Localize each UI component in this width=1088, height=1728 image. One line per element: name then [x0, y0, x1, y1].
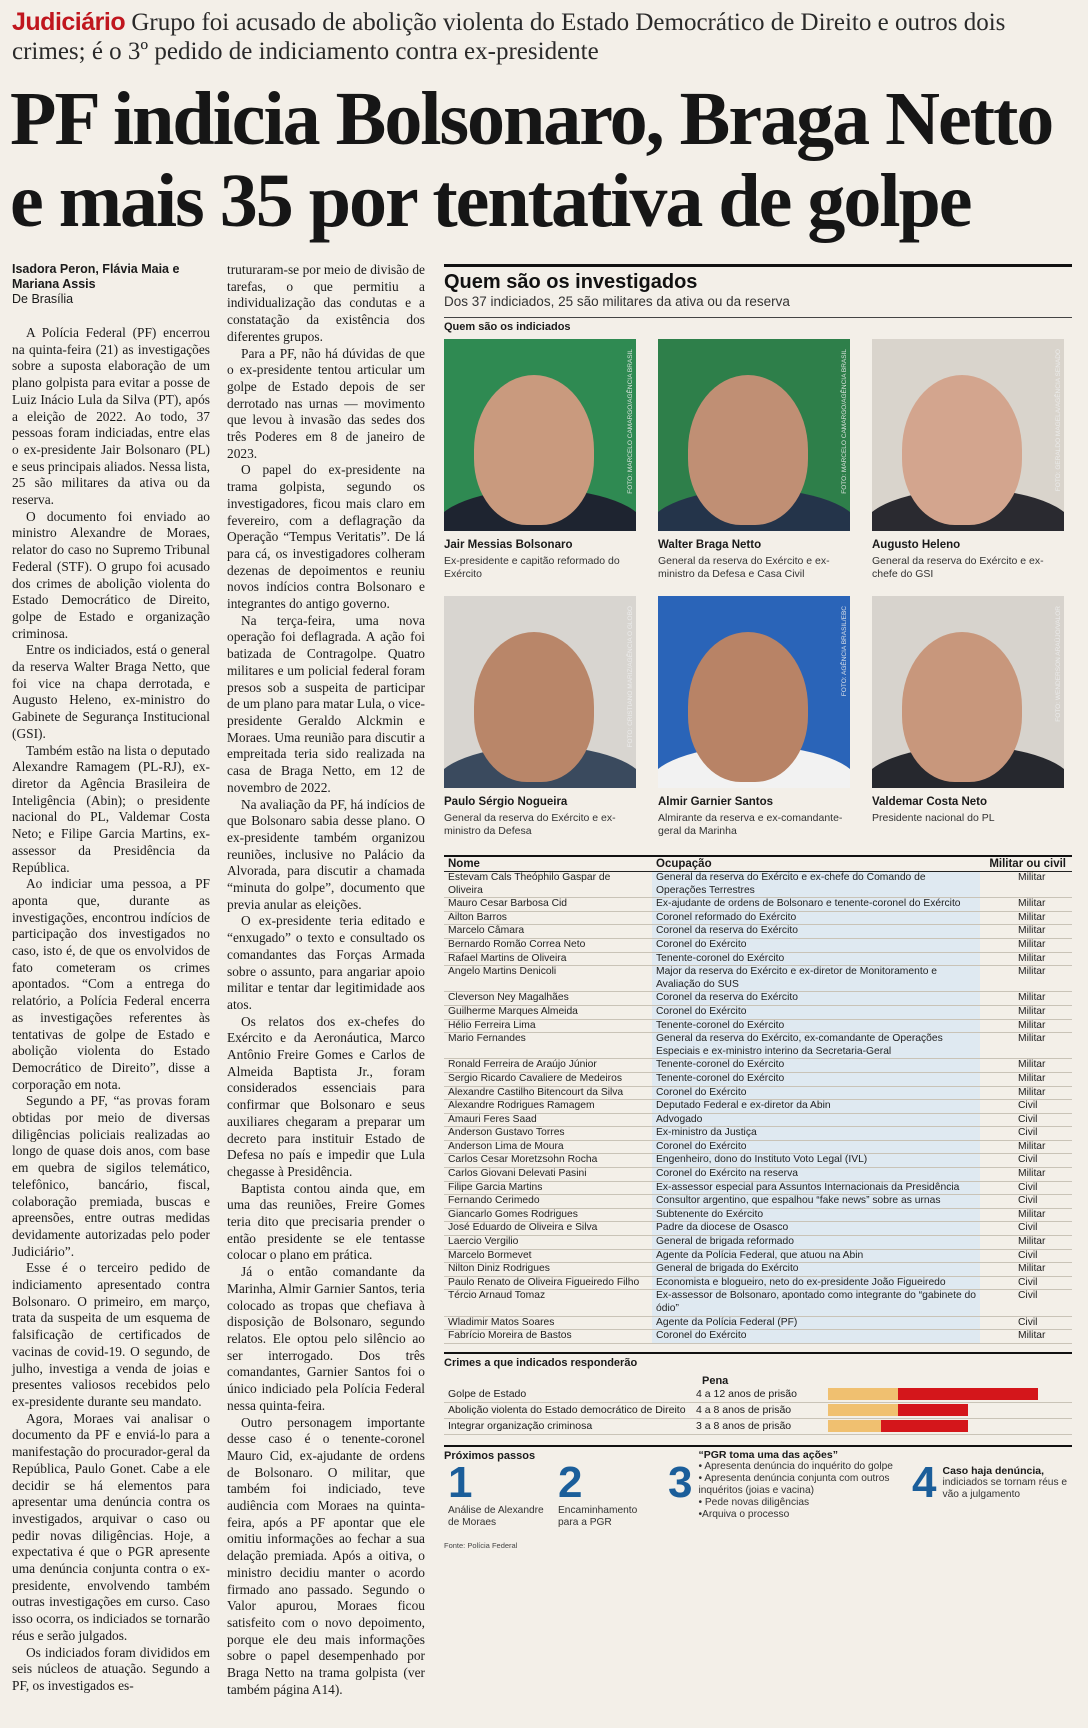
name-cell: José Eduardo de Oliveira e Silva: [444, 1222, 652, 1236]
step-text: Encaminhamento para a PGR: [558, 1504, 638, 1528]
table-row: [444, 1059, 1072, 1073]
article-column-1: [12, 262, 210, 1695]
type-cell: Militar: [980, 1019, 1072, 1033]
source-note: Fonte: Polícia Federal: [444, 1540, 518, 1550]
type-cell: Civil: [980, 1195, 1072, 1209]
type-cell: Militar: [980, 966, 1072, 992]
portrait-face: [474, 375, 594, 525]
occupation-cell: Coronel do Exército: [652, 1140, 980, 1154]
infographic-subtitle: Dos 37 indiciados, 25 são militares da ativa ou da reserva: [444, 294, 790, 309]
table-row: [444, 1208, 1072, 1222]
type-cell: Civil: [980, 1290, 1072, 1316]
name-cell: Rafael Martins de Oliveira: [444, 952, 652, 966]
section-label: Judiciário: [12, 8, 126, 36]
photo-credit: FOTO: MARCELO CAMARGO/AGÊNCIA BRASIL: [841, 349, 848, 494]
table-row: [444, 1290, 1072, 1316]
table-row: [444, 1195, 1072, 1209]
portrait-photo: [444, 596, 636, 788]
name-cell: Mauro Cesar Barbosa Cid: [444, 898, 652, 912]
type-cell: Civil: [980, 1222, 1072, 1236]
occupation-cell: Ex-ajudante de ordens de Bolsonaro e tenente-coronel do Exército: [652, 898, 980, 912]
type-cell: Militar: [980, 872, 1072, 898]
table-row: [444, 1005, 1072, 1019]
crime-row: [444, 1387, 1072, 1403]
type-cell: Militar: [980, 1236, 1072, 1250]
type-cell: Civil: [980, 1113, 1072, 1127]
person-description: Ex-presidente e capitão reformado do Exército: [444, 555, 620, 580]
step-option: •Arquiva o processo: [698, 1508, 790, 1520]
type-cell: Militar: [980, 1208, 1072, 1222]
portrait-face: [688, 632, 808, 782]
name-cell: Mario Fernandes: [444, 1033, 652, 1059]
paragraph: Já o então comandante da Marinha, Almir Garnier Santos, teria colocado as tropas que chefiava à disposição de Bolsonaro, segundo relatos. Ele optou pelo silêncio ao ser interrogado. Dos três comandantes, Garnier Santos foi o único indiciado pela Polícia Federal nessa quinta-feira.: [227, 1264, 425, 1413]
table-row: [444, 1113, 1072, 1127]
column-header-type: Militar ou civil: [980, 856, 1072, 872]
step-number: 1: [448, 1457, 473, 1507]
portrait-photo: [658, 339, 850, 531]
paragraph: O papel do ex-presidente na trama golpista, segundo os investigadores, ficou mais claro em fevereiro, com a deflagração da Operação “Tempus Veritatis”. De lá para cá, os investigadores colheram dezenas de depoimentos e reuniu novos indícios contra Bolsonaro e integrantes do antigo governo.: [227, 462, 425, 612]
type-cell: Militar: [980, 1086, 1072, 1100]
byline-authors: Isadora Peron, Flávia Maia e Mariana Assis: [12, 262, 180, 291]
crime-penalty: 4 a 12 anos de prisão: [696, 1388, 797, 1401]
penalty-bar-min: [828, 1404, 898, 1416]
name-cell: Angelo Martins Denicoli: [444, 966, 652, 992]
table-row: [444, 992, 1072, 1006]
table-row: [444, 1181, 1072, 1195]
table-row: [444, 1168, 1072, 1182]
type-cell: Militar: [980, 938, 1072, 952]
crime-name: Abolição violenta do Estado democrático de Direito: [448, 1404, 686, 1417]
photo-credit: FOTO: GERALDO MAGELA/AGÊNCIA SENADO: [1055, 349, 1062, 492]
occupation-cell: Agente da Polícia Federal (PF): [652, 1316, 980, 1330]
type-cell: Militar: [980, 1330, 1072, 1344]
paragraph: O ex-presidente teria editado e “enxugado” o texto e consultado os comandantes das Forças Armada sobre o assunto, para angariar apoio militar e tentar dar legitimidade aos atos.: [227, 913, 425, 1012]
paragraph: Para a PF, não há dúvidas de que o ex-presidente tentou articular um golpe de Estado depois de ser derrotado nas urnas — movimento que levou à invasão das sedes dos três Poderes em 8 de janeiro de 2023.: [227, 345, 425, 461]
occupation-cell: Engenheiro, dono do Instituto Voto Legal (IVL): [652, 1154, 980, 1168]
penalty-bar-range: [898, 1404, 968, 1416]
portrait-photo: [658, 596, 850, 788]
crimes-section: [444, 1352, 1072, 1435]
photo-credit: FOTO: AGÊNCIA BRASIL/EBC: [841, 606, 848, 697]
name-cell: Nilton Diniz Rodrigues: [444, 1263, 652, 1277]
name-cell: Alexandre Rodrigues Ramagem: [444, 1100, 652, 1114]
paragraph: Também estão na lista o deputado Alexandre Ramagem (PL-RJ), ex-diretor da Agência Brasileira de Inteligência (Abin); o presidente nacional do PL, Valdemar Costa Neto; e Filipe Garcia Martins, ex-assessor da Presidência da República.: [12, 742, 210, 875]
occupation-cell: Coronel do Exército: [652, 1005, 980, 1019]
table-row: [444, 1019, 1072, 1033]
type-cell: Civil: [980, 1316, 1072, 1330]
name-cell: Hélio Ferreira Lima: [444, 1019, 652, 1033]
paragraph: Os indiciados foram divididos em seis núcleos de atuação. Segundo a PF, os investigados es-: [12, 1644, 210, 1693]
type-cell: Militar: [980, 1263, 1072, 1277]
name-cell: Anderson Lima de Moura: [444, 1140, 652, 1154]
investigated-table: [444, 855, 1072, 1344]
person-card: [444, 339, 636, 596]
next-steps: [444, 1445, 1072, 1549]
type-cell: Militar: [980, 1168, 1072, 1182]
byline-place: De Brasília: [12, 292, 74, 306]
type-cell: Militar: [980, 1005, 1072, 1019]
table-row: [444, 1127, 1072, 1141]
photo-credit: FOTO: WENDERSON ARAÚJO/VALOR: [1055, 606, 1062, 722]
headline: PF indicia Bolsonaro, Braga Netto e mais 35 por tentativa de golpe: [10, 77, 1053, 243]
name-cell: Wladimir Matos Soares: [444, 1316, 652, 1330]
step-number: 2: [558, 1457, 583, 1507]
occupation-cell: Coronel da reserva do Exército: [652, 925, 980, 939]
name-cell: Estevam Cals Theóphilo Gaspar de Oliveira: [444, 872, 652, 898]
occupation-cell: General da reserva do Exército, ex-comandante de Operações Especiais e ex-ministro interino da Secretaria-Geral: [652, 1033, 980, 1059]
step-text: indiciados se tornam réus e vão a julgamento: [942, 1476, 1068, 1500]
step-number: 4: [912, 1457, 937, 1507]
person-card: [872, 339, 1064, 596]
type-cell: Civil: [980, 1154, 1072, 1168]
step-title: Caso haja denúncia,: [942, 1464, 1045, 1477]
step-option: • Apresenta denúncia conjunta com outros inquéritos (joias e vacina): [698, 1472, 890, 1496]
indicted-section-title: Quem são os indiciados: [444, 317, 1072, 333]
name-cell: Marcelo Câmara: [444, 925, 652, 939]
table-row: [444, 925, 1072, 939]
table-row: [444, 938, 1072, 952]
occupation-cell: Coronel do Exército na reserva: [652, 1168, 980, 1182]
occupation-cell: Coronel do Exército: [652, 938, 980, 952]
table-row: [444, 1330, 1072, 1344]
type-cell: Civil: [980, 1276, 1072, 1290]
photo-credit: FOTO: MARCELO CAMARGO/AGÊNCIA BRASIL: [627, 349, 634, 494]
person-name: Paulo Sérgio Nogueira: [444, 796, 568, 808]
type-cell: Militar: [980, 952, 1072, 966]
occupation-cell: Deputado Federal e ex-diretor da Abin: [652, 1100, 980, 1114]
penalty-bar: [828, 1388, 1068, 1400]
kicker: [12, 8, 1078, 66]
occupation-cell: General de brigada do Exército: [652, 1263, 980, 1277]
table-row: [444, 1072, 1072, 1086]
occupation-cell: Advogado: [652, 1113, 980, 1127]
step-3: [668, 1449, 898, 1521]
table-row: [444, 966, 1072, 992]
name-cell: Laercio Vergilio: [444, 1236, 652, 1250]
crime-row: [444, 1403, 1072, 1419]
type-cell: Militar: [980, 1072, 1072, 1086]
portrait-face: [902, 375, 1022, 525]
penalty-bar-min: [828, 1420, 881, 1432]
table-row: [444, 911, 1072, 925]
occupation-cell: Padre da diocese de Osasco: [652, 1222, 980, 1236]
kicker-text: Grupo foi acusado de abolição violenta do Estado Democrático de Direito e outros dois crimes; é o 3º pedido de indiciamento contra ex-presidente: [12, 9, 1006, 65]
paragraph: A Polícia Federal (PF) encerrou na quinta-feira (21) as investigações sobre a suposta elaboração de um plano golpista para evitar a posse de Luiz Inácio Lula da Silva (PT), após a eleição de 2022. Ao todo, 37 pessoas foram indiciadas, entre elas o ex-presidente Jair Bolsonaro (PL) e seus principais aliados. Nessa lista, 25 são militares da ativa ou da reserva.: [12, 325, 210, 508]
column-header-name: Nome: [444, 856, 652, 872]
occupation-cell: Coronel reformado do Exército: [652, 911, 980, 925]
name-cell: Fabrício Moreira de Bastos: [444, 1330, 652, 1344]
penalty-bar: [828, 1420, 1068, 1432]
crime-name: Integrar organização criminosa: [448, 1420, 593, 1433]
person-card: [872, 596, 1064, 853]
crimes-title: Crimes a que indicados responderão: [444, 1356, 638, 1369]
name-cell: Tércio Arnaud Tomaz: [444, 1290, 652, 1316]
occupation-cell: Tenente-coronel do Exército: [652, 1059, 980, 1073]
person-name: Walter Braga Netto: [658, 539, 762, 551]
person-card: [444, 596, 636, 853]
occupation-cell: Ex-ministro da Justiça: [652, 1127, 980, 1141]
step-title: “PGR toma uma das ações”: [698, 1448, 838, 1461]
paragraph: O documento foi enviado ao ministro Alexandre de Moraes, relator do caso no Supremo Tribunal Federal (STF). O grupo foi acusado dos crimes de abolição violenta do Estado Democrático de Direito, golpe de Estado e organização criminosa.: [12, 508, 210, 641]
name-cell: Sergio Ricardo Cavaliere de Medeiros: [444, 1072, 652, 1086]
type-cell: Militar: [980, 925, 1072, 939]
photo-credit: FOTO: CRISTIANO MARIZ/AGÊNCIA O GLOBO: [627, 606, 634, 748]
step-2: [558, 1457, 658, 1529]
table-row: [444, 1276, 1072, 1290]
table-row: [444, 1033, 1072, 1059]
occupation-cell: General de brigada reformado: [652, 1236, 980, 1250]
paragraph: truturaram-se por meio de divisão de tarefas, o que permitiu a individualização das condutas e a constatação da existência dos diferentes grupos.: [227, 262, 425, 344]
column-header-occupation: Ocupação: [652, 856, 980, 872]
penalty-bar: [828, 1404, 1068, 1416]
step-text: Análise de Alexandre de Moraes: [448, 1504, 544, 1528]
paragraph: Esse é o terceiro pedido de indiciamento apresentado contra Bolsonaro. O primeiro, em março, trata da suspeita de um esquema de falsificação de certificados de vacinas de covid-19. O segundo, de julho, investiga a venda de joias e presentes valiosos recebidos pelo ex-presidente durante seu mandato.: [12, 1260, 210, 1409]
type-cell: Civil: [980, 1181, 1072, 1195]
name-cell: Carlos Giovani Delevati Pasini: [444, 1168, 652, 1182]
paragraph: Baptista contou ainda que, em uma das reuniões, Freire Gomes teria dito que precisaria prender o então presidente se ele tentasse colocar o plano em prática.: [227, 1180, 425, 1263]
pena-header: Pena: [702, 1374, 729, 1387]
occupation-cell: Subtenente do Exército: [652, 1208, 980, 1222]
person-name: Augusto Heleno: [872, 539, 961, 551]
table-row: [444, 1140, 1072, 1154]
type-cell: Militar: [980, 992, 1072, 1006]
occupation-cell: General da reserva do Exército e ex-chefe do Comando de Operações Terrestres: [652, 872, 980, 898]
name-cell: Ailton Barros: [444, 911, 652, 925]
infographic-title: Quem são os investigados: [444, 271, 698, 293]
table-row: [444, 1222, 1072, 1236]
table-row: [444, 1154, 1072, 1168]
name-cell: Anderson Gustavo Torres: [444, 1127, 652, 1141]
table-row: [444, 1100, 1072, 1114]
table-row: [444, 872, 1072, 898]
step-1: [448, 1457, 548, 1529]
name-cell: Ronald Ferreira de Araújo Júnior: [444, 1059, 652, 1073]
occupation-cell: Coronel da reserva do Exército: [652, 992, 980, 1006]
table-row: [444, 1086, 1072, 1100]
table-row: [444, 898, 1072, 912]
paragraph: Ao indiciar uma pessoa, a PF aponta que, durante as investigações, encontrou indícios de participação dos investigados no caso, isto é, de que os envolvidos de fato cometeram os crimes apontados. “Com a entrega do relatório, a Polícia Federal encerra as investigações referentes às tentativas de golpe de Estado e abolição violenta do Estado Democrático de Direito”, disse a corporação em nota.: [12, 876, 210, 1092]
person-description: Presidente nacional do PL: [872, 812, 995, 824]
occupation-cell: Coronel do Exército: [652, 1086, 980, 1100]
type-cell: Civil: [980, 1100, 1072, 1114]
name-cell: Carlos Cesar Moretzsohn Rocha: [444, 1154, 652, 1168]
paragraph: Outro personagem importante desse caso é o tenente-coronel Mauro Cid, ex-ajudante de ordens de Bolsonaro. O militar, que também foi indiciado, teve audiência com Moraes na quinta-feira, após a PF apontar que ele omitiu informações ao fechar a sua delação premiada. Após a oitiva, o ministro decidiu manter o acordo firmado ano passado. Segundo o Valor apurou, Moraes ficou satisfeito com o novo depoimento, porque ele deu mais informações sobre o papel desempenhado por Braga Netto na trama golpista (ver também página A14).: [227, 1414, 425, 1697]
paragraph: Na avaliação da PF, há indícios de que Bolsonaro sabia desse plano. O ex-presidente também organizou reuniões, inclusive no Palácio da Alvorada, para discutir a chamada “minuta do golpe”, documento que previa anular as eleições.: [227, 796, 425, 912]
occupation-cell: Ex-assessor de Bolsonaro, apontado como integrante do “gabinete do ódio”: [652, 1290, 980, 1316]
occupation-cell: Tenente-coronel do Exército: [652, 1072, 980, 1086]
article-column-2: [227, 262, 425, 1698]
portrait-photo: [872, 339, 1064, 531]
paragraph: Agora, Moraes vai analisar o documento da PF e enviá-lo para a manifestação do procurador-geral da República, Paulo Gonet. Cabe a ele decidir se há elementos para apresentar uma denúncia contra os investigados, arquivar o caso ou pedir novas diligências. Hoje, a expectativa é que o PGR apresente uma denúncia conjunta contra o ex-presidente, envolvendo também outras investigações em curso. Caso isso ocorra, os indiciados se tornarão réus e serão julgados.: [12, 1410, 210, 1643]
type-cell: Militar: [980, 1059, 1072, 1073]
name-cell: Alexandre Castilho Bitencourt da Silva: [444, 1086, 652, 1100]
type-cell: Civil: [980, 1249, 1072, 1263]
person-name: Almir Garnier Santos: [658, 796, 774, 808]
person-description: General da reserva do Exército e ex-ministro da Defesa e Casa Civil: [658, 555, 830, 580]
step-4: [912, 1457, 1072, 1507]
type-cell: Militar: [980, 1033, 1072, 1059]
person-card: [658, 596, 850, 853]
name-cell: Giancarlo Gomes Rodrigues: [444, 1208, 652, 1222]
step-number: 3: [668, 1457, 693, 1507]
person-card: [658, 339, 850, 596]
type-cell: Militar: [980, 898, 1072, 912]
portrait-photo: [872, 596, 1064, 788]
table-row: [444, 1263, 1072, 1277]
crime-row: [444, 1419, 1072, 1435]
name-cell: Guilherme Marques Almeida: [444, 1005, 652, 1019]
crime-name: Golpe de Estado: [448, 1388, 527, 1401]
table-row: [444, 1249, 1072, 1263]
step-option: • Apresenta denúncia do inquérito do golpe: [698, 1460, 893, 1472]
next-steps-title: Próximos passos: [444, 1449, 536, 1462]
occupation-cell: Consultor argentino, que espalhou “fake news” sobre as urnas: [652, 1195, 980, 1209]
name-cell: Filipe Garcia Martins: [444, 1181, 652, 1195]
occupation-cell: Tenente-coronel do Exército: [652, 1019, 980, 1033]
crime-penalty: 4 a 8 anos de prisão: [696, 1404, 792, 1417]
name-cell: Amauri Feres Saad: [444, 1113, 652, 1127]
portrait-photo: [444, 339, 636, 531]
penalty-bar-min: [828, 1388, 898, 1400]
occupation-cell: Economista e blogueiro, neto do ex-presidente João Figueiredo: [652, 1276, 980, 1290]
name-cell: Bernardo Romão Correa Neto: [444, 938, 652, 952]
portrait-face: [688, 375, 808, 525]
name-cell: Paulo Renato de Oliveira Figueiredo Filho: [444, 1276, 652, 1290]
type-cell: Militar: [980, 1140, 1072, 1154]
occupation-cell: Coronel do Exército: [652, 1330, 980, 1344]
step-option: • Pede novas diligências: [698, 1496, 810, 1508]
paragraph: Entre os indiciados, está o general da reserva Walter Braga Netto, que foi vice na chapa derrotada, e Augusto Heleno, ex-ministro do Gabinete de Segurança Institucional (GSI).: [12, 642, 210, 741]
table-row: [444, 1236, 1072, 1250]
portrait-face: [474, 632, 594, 782]
person-description: General da reserva do Exército e ex-chefe do GSI: [872, 555, 1044, 580]
table-row: [444, 952, 1072, 966]
crime-penalty: 3 a 8 anos de prisão: [696, 1420, 792, 1433]
name-cell: Cleverson Ney Magalhães: [444, 992, 652, 1006]
person-name: Valdemar Costa Neto: [872, 796, 988, 808]
paragraph: Na terça-feira, uma nova operação foi deflagrada. A ação foi batizada de Contragolpe. Quatro militares e um policial federal foram presos sob a suspeita de participar de um plano para matar Lula, o vice-presidente Geraldo Alckmin e Moraes. Uma reunião para discutir a empreitada teria sido realizada na casa de Braga Netto, em 12 de novembro de 2022.: [227, 612, 425, 795]
type-cell: Militar: [980, 911, 1072, 925]
occupation-cell: Major da reserva do Exército e ex-diretor de Monitoramento e Avaliação do SUS: [652, 966, 980, 992]
person-description: General da reserva do Exército e ex-ministro da Defesa: [444, 812, 616, 837]
name-cell: Marcelo Bormevet: [444, 1249, 652, 1263]
infographic: [444, 264, 1072, 1549]
occupation-cell: Agente da Polícia Federal, que atuou na Abin: [652, 1249, 980, 1263]
photo-grid: [444, 339, 1072, 853]
occupation-cell: Tenente-coronel do Exército: [652, 952, 980, 966]
name-cell: Fernando Cerimedo: [444, 1195, 652, 1209]
occupation-cell: Ex-assessor especial para Assuntos Internacionais da Presidência: [652, 1181, 980, 1195]
person-name: Jair Messias Bolsonaro: [444, 539, 573, 551]
paragraph: Os relatos dos ex-chefes do Exército e da Aeronáutica, Marco Antônio Freire Gomes e Carlos de Almeida Baptista Jr., foram considerados essenciais para confirmar que Bolsonaro e seus auxiliares chegaram a preparar um decreto para instituir Estado de Defesa no país e impedir que Lula chegasse à Presidência.: [227, 1013, 425, 1179]
portrait-face: [902, 632, 1022, 782]
type-cell: Civil: [980, 1127, 1072, 1141]
table-row: [444, 1316, 1072, 1330]
person-description: Almirante da reserva e ex-comandante-geral da Marinha: [658, 812, 843, 837]
penalty-bar-range: [881, 1420, 969, 1432]
penalty-bar-range: [898, 1388, 1038, 1400]
paragraph: Segundo a PF, “as provas foram obtidas por meio de diversas diligências policiais realizadas ao longo de quase dois anos, com base em quebra de sigilos telemático, telefônico, bancário, fiscal, colaboração premiada, buscas e apreensões, entre outras medidas devidamente autorizadas pelo poder Judiciário”.: [12, 1093, 210, 1259]
